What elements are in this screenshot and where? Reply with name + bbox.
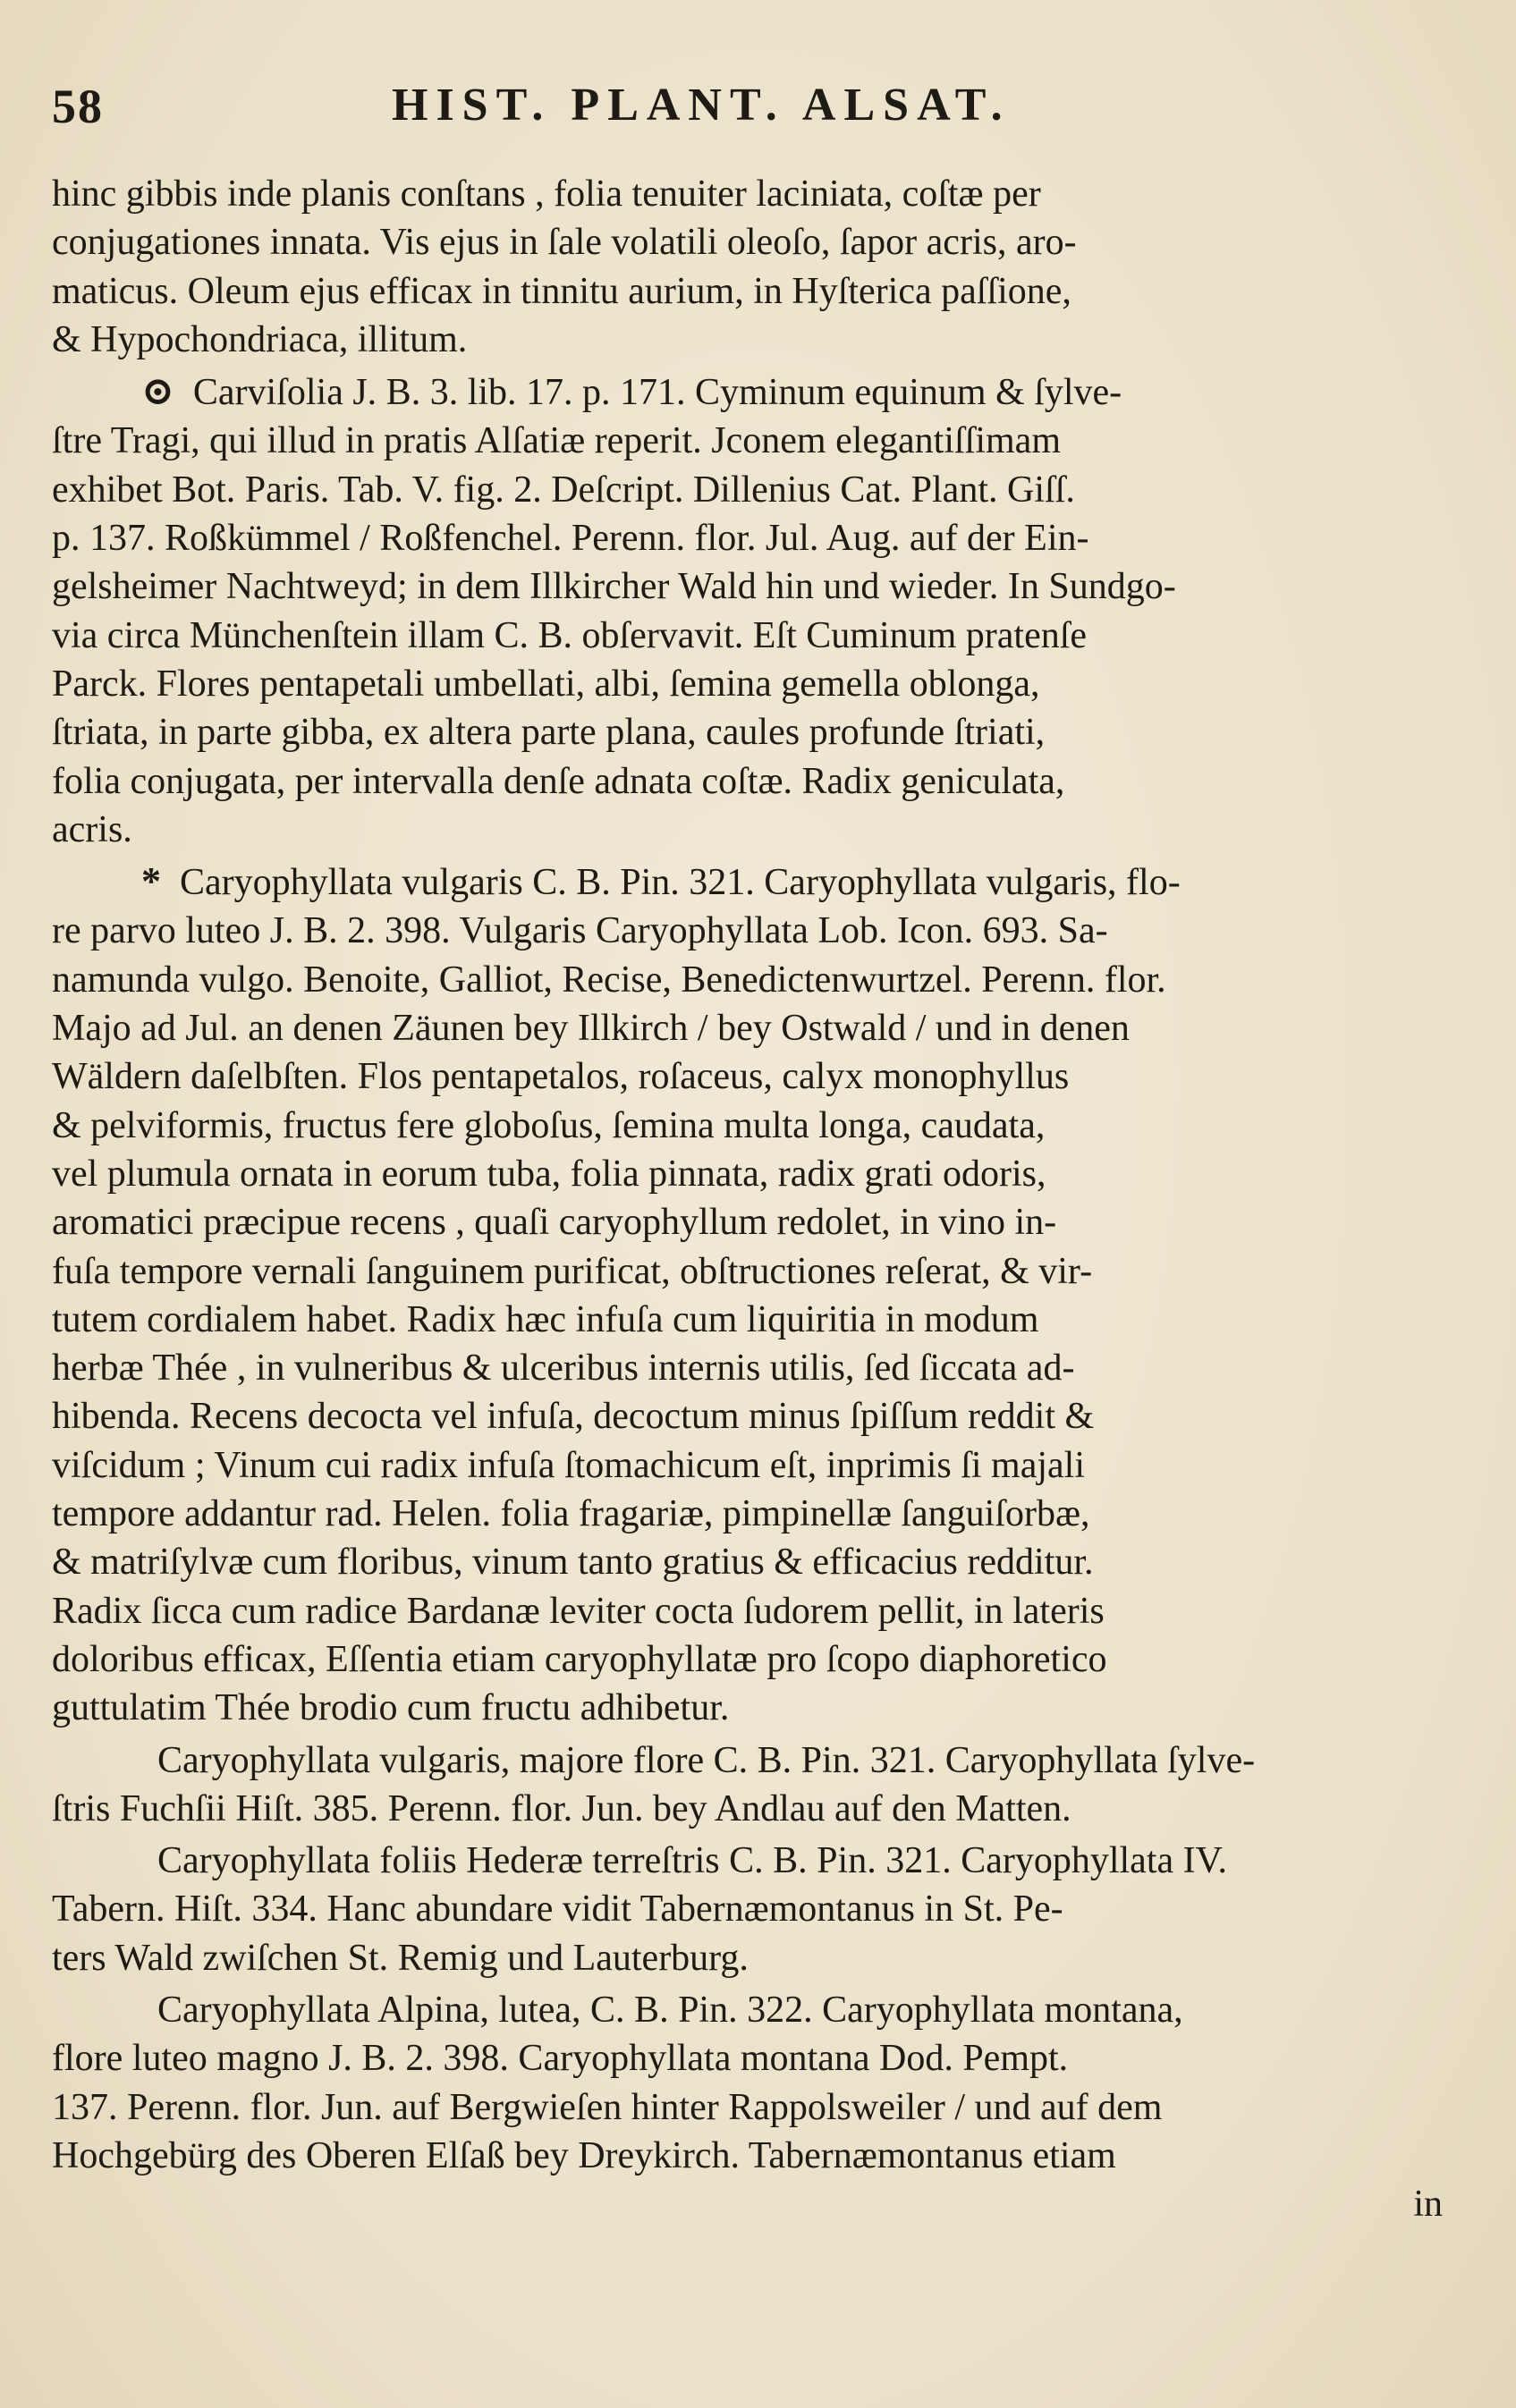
- paragraph-continuation: [52, 170, 1443, 364]
- text-line: flore luteo magno J. B. 2. 398. Caryophyllata montana Dod. Pempt.: [52, 2038, 1069, 2080]
- text-line: & pelviformis, fructus fere globoſus, ſemina multa longa, caudata,: [52, 1104, 1046, 1146]
- entry-carvifolia: [52, 368, 1443, 854]
- text-line: doloribus efficax, Eſſentia etiam caryophyllatæ pro ſcopo diaphoretico: [52, 1638, 1107, 1680]
- entry-caryophyllata-majore-flore: [52, 1736, 1443, 1834]
- text-line: namunda vulgo. Benoite, Galliot, Recise, Benedictenwurtzel. Perenn. flor.: [52, 959, 1166, 1001]
- text-line: Radix ſicca cum radice Bardanæ leviter cocta ſudorem pellit, in lateris: [52, 1590, 1105, 1632]
- entry-caryophyllata-foliis-hederae: [52, 1837, 1443, 1982]
- text-line: Hochgebürg des Oberen Elſaß bey Dreykirch. Tabernæmontanus etiam: [52, 2134, 1116, 2176]
- text-line: [52, 368, 1443, 417]
- text-line: Caryophyllata Alpina, lutea, C. B. Pin. 322. Caryophyllata montana,: [157, 1989, 1183, 2031]
- page-body: [52, 170, 1443, 2232]
- running-title: HIST. PLANT. ALSAT.: [392, 80, 1011, 131]
- text-line: aromatici præcipue recens , quaſi caryophyllum redolet, in vino in-: [52, 1202, 1057, 1244]
- entry-text: Carviſolia J. B. 3. lib. 17. p. 171. Cyminum equinum & ſylve-: [192, 372, 1122, 414]
- text-line: via circa Münchenſtein illam C. B. obſervavit. Eſt Cuminum pratenſe: [52, 614, 1088, 656]
- text-line: Wäldern daſelbſten. Flos pentapetalos, roſaceus, calyx monophyllus: [52, 1056, 1070, 1098]
- text-line: maticus. Oleum ejus efficax in tinnitu aurium, in Hyſterica paſſione,: [52, 270, 1071, 312]
- text-line: Caryophyllata vulgaris, majore flore C. B. Pin. 321. Caryophyllata ſylve-: [157, 1739, 1256, 1781]
- text-line: tempore addantur rad. Helen. folia fragariæ, pimpinellæ ſanguiſorbæ,: [52, 1493, 1090, 1535]
- text-line: ſtriata, in parte gibba, ex altera parte plana, caules profunde ſtriati,: [52, 712, 1046, 754]
- text-line: p. 137. Roßkümmel / Roßfenchel. Perenn. flor. Jul. Aug. auf der Ein-: [52, 518, 1089, 560]
- asterisk-symbol-icon: *: [141, 859, 161, 904]
- text-line: Caryophyllata foliis Hederæ terreſtris C. B. Pin. 321. Caryophyllata IV.: [157, 1840, 1228, 1882]
- text-line: hinc gibbis inde planis conſtans , folia tenuiter laciniata, coſtæ per: [52, 173, 1041, 215]
- text-line: conjugationes innata. Vis ejus in ſale volatili oleoſo, ſapor acris, aro-: [52, 222, 1077, 264]
- text-line: viſcidum ; Vinum cui radix infuſa ſtomachicum eſt, inprimis ſi majali: [52, 1444, 1085, 1486]
- text-line: Parck. Flores pentapetali umbellati, albi, ſemina gemella oblonga,: [52, 663, 1040, 705]
- text-line: tutem cordialem habet. Radix hæc infuſa cum liquiritia in modum: [52, 1298, 1039, 1340]
- page-number: 58: [52, 80, 104, 133]
- text-line: hibenda. Recens decocta vel infuſa, decoctum minus ſpiſſum reddit &: [52, 1396, 1095, 1438]
- text-line: & Hypochondriaca, illitum.: [52, 318, 468, 360]
- text-line: acris.: [52, 808, 132, 850]
- text-line: herbæ Thée , in vulneribus & ulceribus internis utilis, ſed ſiccata ad-: [52, 1348, 1075, 1390]
- text-line: ſtris Fuchſii Hiſt. 385. Perenn. flor. Jun. bey Andlau auf den Matten.: [52, 1787, 1071, 1829]
- text-line: ters Wald zwiſchen St. Remig und Lauterburg.: [52, 1937, 749, 1979]
- text-line: ſtre Tragi, qui illud in pratis Alſatiæ reperit. Jconem elegantiſſimam: [52, 420, 1061, 462]
- text-line: exhibet Bot. Paris. Tab. V. fig. 2. Deſcript. Dillenius Cat. Plant. Giſſ.: [52, 469, 1075, 511]
- text-line: [52, 858, 1443, 907]
- text-line: Majo ad Jul. an denen Zäunen bey Illkirch / bey Ostwald / und in denen: [52, 1008, 1130, 1050]
- text-line: guttulatim Thée brodio cum fructu adhibetur.: [52, 1687, 730, 1729]
- text-line: vel plumula ornata in eorum tuba, folia pinnata, radix grati odoris,: [52, 1153, 1046, 1195]
- entry-caryophyllata-alpina: [52, 1986, 1443, 2228]
- text-line: 137. Perenn. flor. Jun. auf Bergwieſen hinter Rappolsweiler / und auf dem: [52, 2086, 1163, 2128]
- page-header: [52, 79, 1447, 141]
- text-line: gelsheimer Nachtweyd; in dem Illkircher Wald hin und wieder. In Sundgo-: [52, 566, 1176, 608]
- text-line: Tabern. Hiſt. 334. Hanc abundare vidit Tabernæmontanus in St. Pe-: [52, 1888, 1063, 1931]
- perennial-symbol-icon: ⊙: [141, 369, 174, 414]
- text-line: fuſa tempore vernali ſanguinem purificat, obſtructiones reſerat, & vir-: [52, 1250, 1093, 1292]
- text-line: & matriſylvæ cum floribus, vinum tanto gratius & efficacius redditur.: [52, 1542, 1094, 1584]
- text-line: re parvo luteo J. B. 2. 398. Vulgaris Caryophyllata Lob. Icon. 693. Sa-: [52, 910, 1108, 952]
- entry-text: Caryophyllata vulgaris C. B. Pin. 321. Caryophyllata vulgaris, flo-: [180, 862, 1181, 904]
- text-line: folia conjugata, per intervalla denſe adnata coſtæ. Radix geniculata,: [52, 760, 1065, 802]
- entry-caryophyllata-vulgaris: [52, 858, 1443, 1732]
- catchword: in: [1413, 2184, 1443, 2226]
